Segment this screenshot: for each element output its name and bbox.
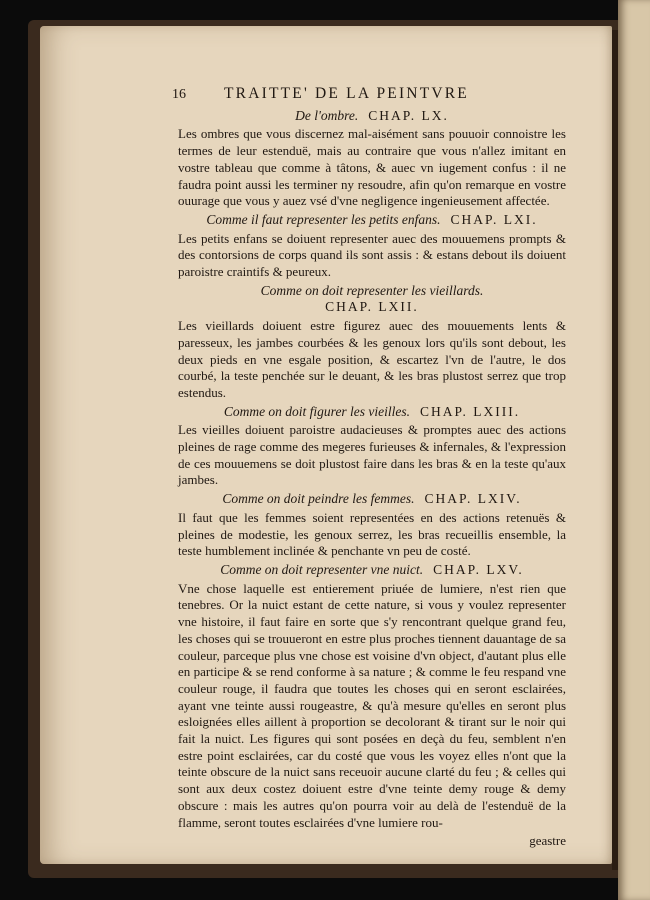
catchword: geastre bbox=[529, 833, 566, 849]
chapter-title-text: Comme on doit representer vne nuict. bbox=[220, 561, 424, 577]
chapter-number: CHAP. LX. bbox=[368, 107, 449, 123]
running-head: TRAITTE' DE LA PEINTVRE bbox=[224, 85, 469, 102]
chapter-title-text: Comme il faut representer les petits enfans. bbox=[206, 211, 441, 227]
chapter-title bbox=[178, 108, 566, 125]
chapter-paragraph: Les vieilles doiuent paroistre audacieuses & promptes auec des actions pleines de rage comme des megeres furieuses & infernales, & l'expression de ces mouuemens se doit plustost faire dans les bras & en la teste qu'aux jambes. bbox=[178, 422, 566, 488]
chapter-paragraph: Il faut que les femmes soient representées en des actions retenuës & pleines de modestie, les genoux serrez, les bras recueillis ensemble, la teste humblement inclinée & penchante vn peu de costé. bbox=[178, 509, 566, 559]
chapter-title bbox=[178, 491, 566, 508]
chapter-number: CHAP. LXIV. bbox=[424, 491, 522, 507]
chapter-number: CHAP. LXIII. bbox=[420, 403, 521, 419]
chapter-title-text: Comme on doit peindre les femmes. bbox=[222, 491, 415, 507]
page-text bbox=[172, 85, 566, 850]
chapter-paragraph: Les petits enfans se doiuent representer auec des mouuemens prompts & des contorsions de corps quand ils sont assis : & estans debout ils doiuent paroistre craintifs & peureux. bbox=[178, 230, 566, 280]
chapter-paragraph: Les vieillards doiuent estre figurez auec des mouuements lents & paresseux, les jambes courbées & les genoux lors qu'ils sont debout, les deux pieds en vne esgale position, & escartez l'vn de l'autre, le dos courbé, la teste penchée sur le deuant, & les bras plustost serrez que trop estendus. bbox=[178, 318, 566, 400]
chapter-title bbox=[178, 404, 566, 421]
chapter-title bbox=[178, 212, 566, 229]
chapter-paragraph: Les ombres que vous discernez mal-aisément sans pouuoir connoistre les termes de leur estenduë, mais au contraire que vous n'allez imitant en vostre tableau que comme à tâtons, & auec vn iugement confus : il ne faudra point aussi les terminer ny resoudre, afin qu'on remarque en vostre ouurage que vous y auez vsé d'vne negligence ingenieusement affectée. bbox=[178, 126, 566, 209]
chapter-number: CHAP. LXV. bbox=[433, 561, 524, 577]
chapter-title bbox=[178, 562, 566, 579]
chapter-title bbox=[178, 283, 566, 316]
page-header bbox=[172, 86, 566, 104]
chapter-number: CHAP. LXII. bbox=[325, 299, 419, 315]
chapter-paragraph: Vne chose laquelle est entierement priuée de lumiere, n'est rien que tenebres. Or la nuict estant de cette nature, si vous y voulez representer vne histoire, il faut faire en sorte que s'y rencontrant quelque grand feu, les choses qui se trouueront en estre plus proches tiennent dauantage de sa couleur, parceque plus vne chose est voisine d'vn object, d'autant plus elle en participe & se rend conforme à sa nature ; & comme le feu respand vne couleur rouge, il faudra que toutes les choses qui en seront esclairées, ayant vne teinte aussi rougeastre, & qu'à mesure qu'elles en seront plus esloignées elles aillent à proportion se decolorant & tirant sur le noir qui fait la nuict. Les figures qui sont posées en deçà du feu, semblent n'en estre point esclairées, car du costé que vous les voyez elles n'ont que la teinte obscure de la nuict sans receuoir aucune clarté du feu ; & celles qui sont aux deux costez doiuent estre d'vne teinte demy rouge & demy obscure : mais les autres qu'on pourra voir au delà de l'estenduë de la flamme, seront toutes esclairées d'vne lumiere rou- bbox=[178, 580, 566, 830]
facing-page-edge bbox=[618, 0, 650, 900]
chapter-number: CHAP. LXI. bbox=[450, 211, 538, 227]
chapter-title-text: Comme on doit representer les vieillards. bbox=[260, 282, 484, 298]
chapter-title-text: De l'ombre. bbox=[295, 107, 359, 123]
page-number: 16 bbox=[172, 87, 186, 102]
chapter-title-text: Comme on doit figurer les vieilles. bbox=[223, 403, 411, 419]
